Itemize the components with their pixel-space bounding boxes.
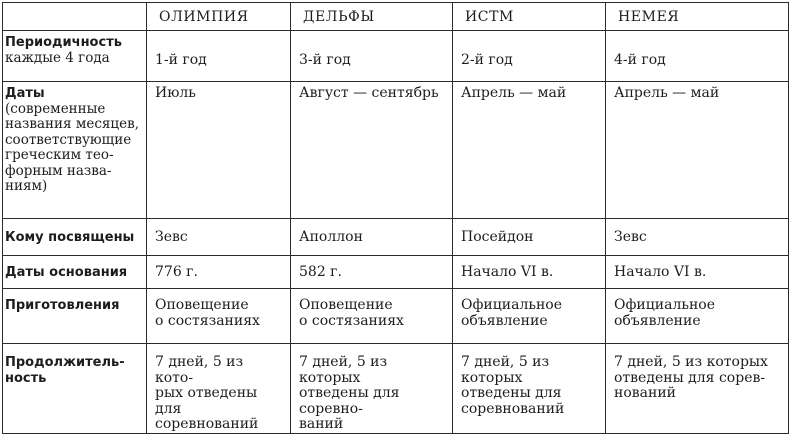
corner-cell: [3, 3, 147, 31]
cell-text: 7 дней, 5 из которых отведены для соревнований: [461, 354, 565, 417]
table-cell: [291, 344, 453, 434]
table-cell: [453, 344, 606, 434]
table-cell: Посейдон: [453, 219, 606, 256]
table-row: [3, 289, 789, 344]
table-cell: 2-й год: [453, 31, 606, 82]
table-row: [3, 256, 789, 289]
table-cell: 4-й год: [606, 31, 789, 82]
table-cell: 582 г.: [291, 256, 453, 289]
table-cell: [147, 344, 291, 434]
cell-text: Оповещение о состязаниях: [155, 297, 260, 329]
row-header-periodicity: [3, 31, 147, 82]
row-header-label: Периодичность: [5, 35, 122, 50]
table-cell: 1-й год: [147, 31, 291, 82]
row-header-dates: [3, 82, 147, 219]
row-header-sublabel: (современные названия месяцев, соответствующие греческим тео- форным назва- ниям): [5, 100, 139, 194]
table-cell: Начало VI в.: [606, 256, 789, 289]
row-header-label: Кому посвящены: [5, 230, 135, 245]
table-cell: [291, 289, 453, 344]
cell-text: Официальное объявление: [614, 297, 716, 329]
cell-text: Август — сентябрь: [299, 85, 439, 101]
row-header-preparations: [3, 289, 147, 344]
table-row: [3, 219, 789, 256]
row-header-duration: [3, 344, 147, 434]
table-cell: Зевс: [147, 219, 291, 256]
table-cell: [606, 82, 789, 219]
cell-text: 7 дней, 5 из которых отведены для сорев- нований: [614, 354, 768, 401]
table-row: [3, 31, 789, 82]
header-row: [3, 3, 789, 31]
cell-text: Официальное объявление: [461, 297, 563, 329]
column-header-olympia: ОЛИМПИЯ: [147, 3, 291, 31]
column-header-nemea: НЕМЕЯ: [606, 3, 789, 31]
cell-text: Июль: [155, 85, 196, 101]
row-header-founding-dates: [3, 256, 147, 289]
table-cell: [453, 82, 606, 219]
table-cell: [291, 82, 453, 219]
table-cell: [147, 82, 291, 219]
row-header-dedicated-to: [3, 219, 147, 256]
column-header-isthmus: ИСТМ: [453, 3, 606, 31]
row-header-label: Даты основания: [5, 265, 128, 280]
table-cell: 3-й год: [291, 31, 453, 82]
row-header-label: Приготовления: [5, 298, 120, 313]
row-header-label: Даты: [5, 86, 45, 101]
table-cell: Аполлон: [291, 219, 453, 256]
cell-text: 7 дней, 5 из которых отведены для соревно- ваний: [299, 354, 400, 432]
table-cell: [147, 289, 291, 344]
table-row: [3, 344, 789, 434]
cell-text: 7 дней, 5 из кото- рых отведены для соревнований: [155, 354, 259, 432]
table-row: [3, 82, 789, 219]
row-header-sublabel: каждые 4 года: [5, 49, 110, 66]
table-cell: Начало VI в.: [453, 256, 606, 289]
games-comparison-table: [2, 2, 789, 434]
row-header-label: Продолжитель- ность: [5, 355, 125, 386]
table-cell: 776 г.: [147, 256, 291, 289]
cell-text: Оповещение о состязаниях: [299, 297, 404, 329]
table-cell: [606, 289, 789, 344]
column-header-delphi: ДЕЛЬФЫ: [291, 3, 453, 31]
table-cell: [453, 289, 606, 344]
table-cell: Зевс: [606, 219, 789, 256]
table-cell: [606, 344, 789, 434]
cell-text: Апрель — май: [461, 85, 567, 101]
cell-text: Апрель — май: [614, 85, 720, 101]
